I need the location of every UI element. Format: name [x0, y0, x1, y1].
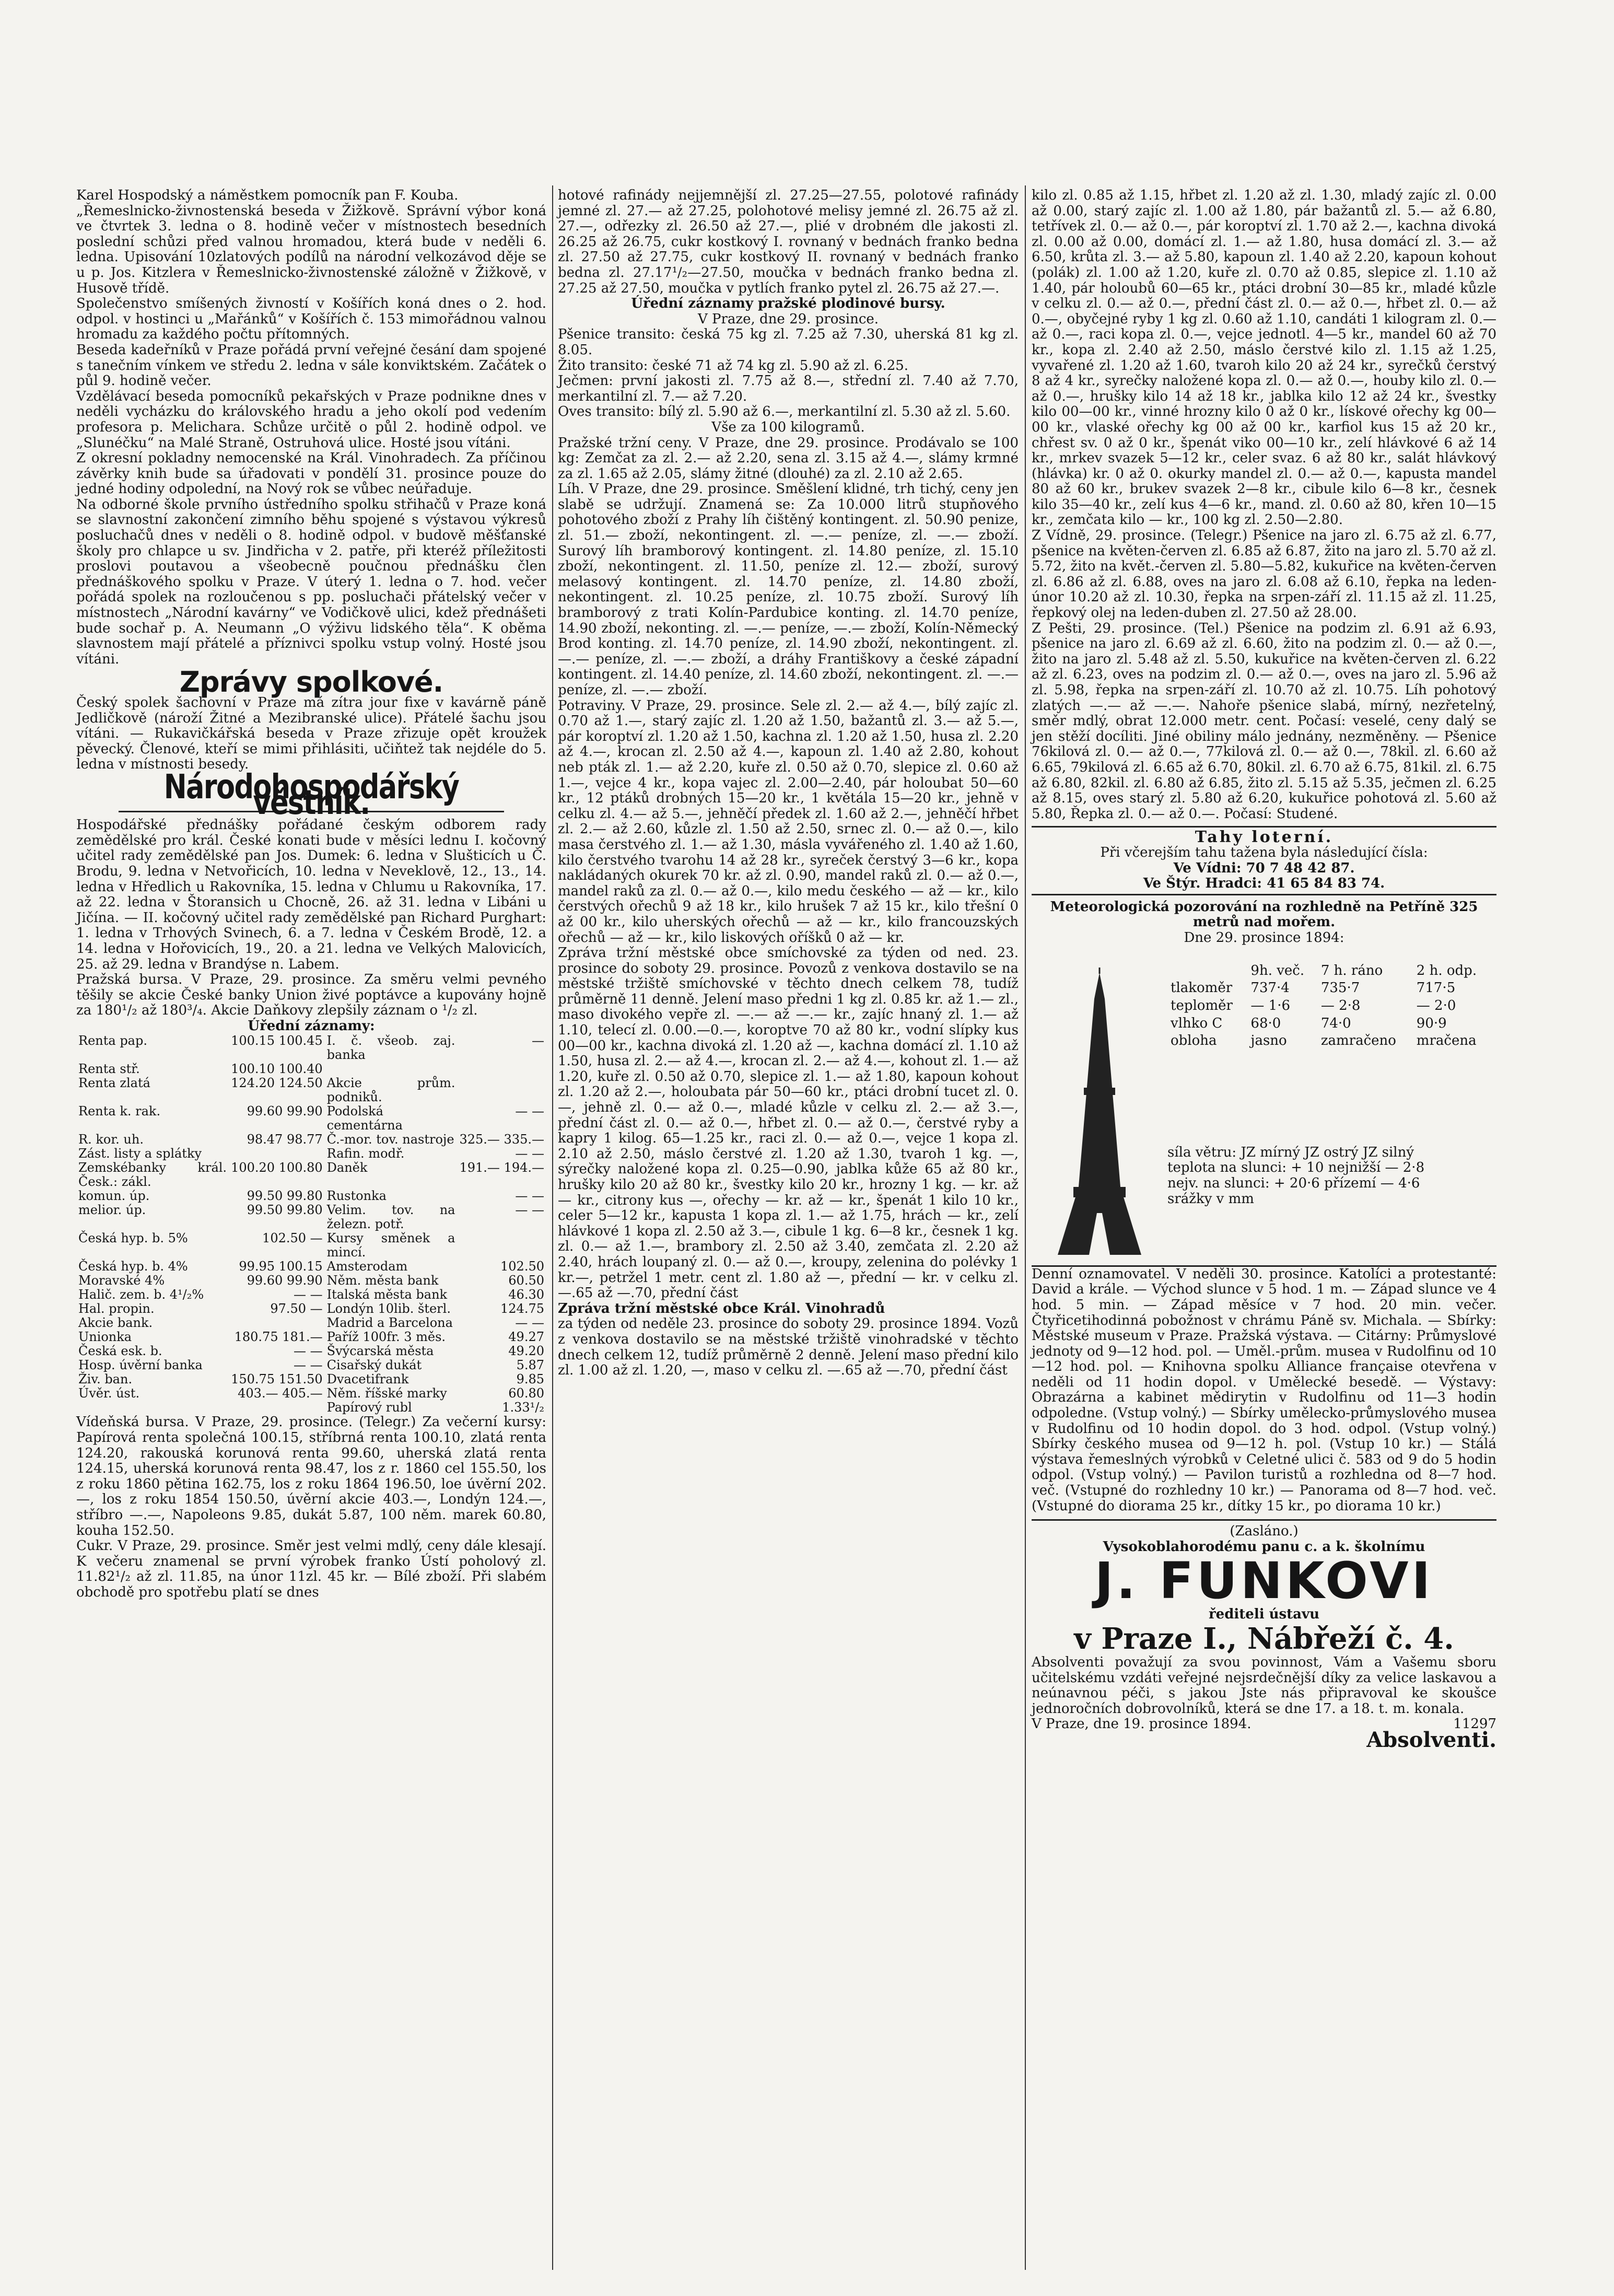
bourse-cell: melior. úp. — [78, 1203, 146, 1218]
bourse-cell: 403.— 405.— — [238, 1386, 323, 1401]
bourse-cell: Úvěr. úst. — [78, 1386, 140, 1401]
bourse-cell: Česká hyp. b. 5% — [78, 1231, 188, 1246]
weather-cell: obloha — [1171, 1033, 1217, 1049]
bourse-cell: Dvacetifrank — [326, 1372, 409, 1387]
bourse-cell — [229, 1316, 325, 1330]
paragraph: Společenstvo smíšených živností v Košířích koná dnes o 2. hod. odpol. v hostinci u „Mařánků“ v Košířích č. 153 mimořádnou valnou hromadu za každého počtu přítomných. — [76, 296, 546, 343]
bourse-cell: — — — [294, 1344, 323, 1359]
weather-cell: teploměr — [1171, 997, 1233, 1013]
bourse-cell: Renta k. rak. — [78, 1104, 161, 1119]
bourse-cell: 49.27 — [508, 1330, 544, 1345]
weather-row — [1167, 997, 1491, 1015]
bourse-cell: — — — [515, 1315, 544, 1331]
bourse-row — [76, 1386, 546, 1401]
bourse-cell: 9.85 — [516, 1372, 544, 1387]
bourse-cell: 98.47 98.77 — [247, 1132, 323, 1147]
bourse-row — [76, 1302, 546, 1316]
bourse-cell — [229, 1147, 325, 1161]
column-1 — [76, 188, 546, 1601]
paragraph: Oves transito: bílý zl. 5.90 až 6.—, merkantilní zl. 5.30 až zl. 5.60. — [558, 404, 1011, 420]
column-rule — [552, 185, 553, 2270]
weather-cell: 90·9 — [1416, 1015, 1447, 1031]
weather-col: 2 h. odp. — [1416, 962, 1477, 978]
bourse-cell: I. č. všeob. zaj. banka — [326, 1033, 455, 1063]
weather-cell: — 2·8 — [1320, 997, 1361, 1013]
bourse-cell: Paříž 100fr. 3 měs. — [326, 1330, 446, 1345]
bourse-cell: Unionka — [78, 1330, 132, 1345]
weather-obs-line: síla větru: JZ mírný JZ ostrý JZ silný — [1167, 1144, 1414, 1160]
bourse-row — [76, 1288, 546, 1302]
bourse-row — [76, 1401, 546, 1415]
paragraph: Na odborné škole prvního ústředního spolku střihačů v Praze koná se slavnostní zakončení zimního běhu spojené s výstavou výkresů posluchačů dnes v neděli o 8. hodině odpol. v budově měšťanské školy pro chlapce u sv. Jindřicha v 2. patře, při kteréž příležitosti proslovi poutavou a všeobecně poučnou přednášku člen přednáškového spolku v Praze. V úterý 1. ledna o 7. hod. večer pořádá spolek na rozloučenou s pp. posluchači přátelský večer v místnostech „Národní kavárny“ ve Vodičkově ulici, kdež přednášeti bude sochař p. A. Neumann „O výživu lidského těla“. K oběma slavnostem mají přátelé a příznivci spolku vstup volný. Hosté jsou vítáni. — [76, 496, 546, 667]
bourse-row — [76, 1034, 546, 1062]
bourse-cell: Madrid a Barcelona — [326, 1315, 453, 1331]
bourse-cell: Švýcarská města — [326, 1344, 434, 1359]
weather-row — [1167, 1032, 1491, 1050]
bourse-cell: Č.-mor. tov. nastroje — [326, 1132, 454, 1147]
bourse-cell: Živ. ban. — [78, 1372, 133, 1387]
paragraph: Potraviny. V Praze, 29. prosince. Sele zl. 2.— až 4.—, bílý zajíc zl. 0.70 až 1.—, starý zajíc zl. 1.20 až 1.50, bažantů zl. 3.— až 5.—, pár koroptví zl. 1.20 až 1.50, kachna zl. 1.20 až 1.50, husa zl. 2.20 až 4.—, krocan zl. 2.50 až 4.—, kapoun zl. 1.40 až 2.80, kohout neb pták zl. 1.— až 2.20, kuře zl. 0.50 až 0.70, slepice zl. 0.60 až 1.—, vejce 4 kr., kopa vajec zl. 2.00—2.40, pár holoubat 50—60 kr., 12 ptáků drobných 15—20 kr., 1 květála 15—20 kr., jehně v celku zl. 4.— až 5.—, jehněčí předek zl. 1.60 až 2.—, jehněčí hřbet zl. 2.— až 2.60, kůzle zl. 1.50 až 2.50, srnec zl. 0.— až 0.—, kilo masa čerstvého zl. 1.— až 1.30, másla vyvářeného zl. 1.40 až 1.60, kilo čerstvého tvarohu 14 až 28 kr., syreček čerstvý 3—6 kr., kopa nakládaných okurek 70 kr. až zl. 0.90, mandel raků zl. 0.— až 0.—, mandel raků za zl. 0.— až 0.—, kilo medu českého — až — kr., kilo čerstvých ořechů 9 až 18 kr., kilo hrušek 7 až 15 kr., kilo třešní 0 až 00 kr., kilo uherských ořechů — až — kr., kilo francouzských ořechů — až — kr., kilo liskových oříšků 0 až — kr. — [558, 697, 1019, 946]
lottery-subtitle: Při včerejším tahu tažena byla následující čísla: — [1100, 844, 1428, 860]
bourse-cell: 60.50 — [508, 1273, 544, 1288]
lottery-row: Ve Štýr. Hradci: 41 65 84 83 74. — [1143, 876, 1385, 892]
paragraph: kilo zl. 0.85 až 1.15, hřbet zl. 1.20 až zl. 1.30, mladý zajíc zl. 0.00 až 0.00, starý zajíc zl. 1.00 až 1.80, pár bažantů zl. 5.— až 6.80, tetřívek zl. 0.— až 0.—, pár koroptví zl. 1.70 až 2.—, kachna divoká zl. 0.00 až 0.00, domácí zl. 1.— až 1.80, husa domácí zl. 3.— až 6.50, krůta zl. 3.— až 5.80, kapoun zl. 1.40 až 2.20, kapoun kohout (polák) zl. 1.00 až 1.20, kuře zl. 0.70 až 0.85, slepice zl. 1.10 až 1.40, pár holoubů 60—65 kr., ptáci drobní 30—85 kr., mladé kůzle v celku zl. 0.— až 0.—, přední část zl. 0.— až 0.—, hřbet zl. 0.— až 0.—, obyčejné ryby 1 kg zl. 0.60 až 1.10, candáti 1 kilogram zl. 0.— až 0.—, raci kopa zl. 0.—, vejce jednotl. 4—5 kr., mandel 60 až 70 kr., kopa zl. 2.40 až 2.50, máslo čerstvé kilo zl. 1.15 až 1.25, vyvařené zl. 1.20 až 1.60, tvaroh kilo 20 až 24 kr., syrečků čerstvý 8 až 4 kr., syrečky naložené kopa zl. 0.— až 0.—, houby kilo zl. 0.— až 0.—, hrušky kilo 14 až 18 kr., jablka kilo 12 až 24 kr., švestky kilo 00—00 kr., vinné hrozny kilo 0 až 0 kr., lískové ořechy kg 00—00 kr., vlaské ořechy kg 00 až 00 kr., karfiol kus 15 až 20 kr., chřest sv. 0 až 0 kr., špenát viko 00—10 kr., zelí hlávkové 6 až 14 kr., mrkev svazek 5—12 kr., celer svaz. 6 až 80 kr., salát hlávkový (hlávka) kr. 0 až 0. okurky mandel zl. 0.— až 0.—, kapusta mandel 80 až 60 kr., brukev svazek 2—8 kr., cibule kilo 6—8 kr., česnek kilo 35—40 kr., zelí kus 4—6 kr., mand. zl. 0.60 až 80, křen 10—15 kr., zemčata kilo — kr., 100 kg zl. 2.50—2.80. — [1032, 188, 1496, 528]
bourse-cell: Rustonka — [326, 1188, 387, 1204]
paragraph: Beseda kadeřníků v Praze pořádá první veřejné česání dam spojené s tanečním vínkem ve středu 2. ledna v sále konviktském. Začátek o půl 9. hodině večer. — [76, 342, 546, 389]
paragraph: Cukr. V Praze, 29. prosince. Směr jest velmi mdlý, ceny dále klesají. K večeru znamenal se první výrobek franko Ústí poholový zl. 11.82¹/₂ až zl. 11.85, na únor 11zl. 45 kr. — Bílé zboží. Při slabém obchodě pro spotřebu platí se dnes — [76, 1538, 546, 1600]
weather-observations — [1167, 1145, 1491, 1207]
bourse-row — [76, 1203, 546, 1231]
paragraph: hotové rafinády nejjemnější zl. 27.25—27.55, polotové rafinády jemné zl. 27.— až 27.25, polohotové melisy jemné zl. 26.75 až zl. 27.—, odřezky zl. 26.50 až 27.—, plié v drobném dle jakosti zl. 26.25 až 26.75, cukr kostkový I. rovnaný v bednách franko bedna zl. 27.50 až 27.75, cukr kostkový II. rovnaný v bednách franko bedna zl. 27.17¹/₂—27.50, moučka v bednách franko bedna zl. 27.25 až 27.50, moučka v pytlích franko pytel zl. 26.75 až 27.—. — [558, 188, 1019, 296]
bourse-cell: 46.30 — [508, 1287, 544, 1302]
bourse-cell: 180.75 181.— — [234, 1330, 323, 1345]
paragraph: Z Vídně, 29. prosince. (Telegr.) Pšenice na jaro zl. 6.75 až zl. 6.77, pšenice na květen-červen zl. 6.85 až 6.87, žito na jaro zl. 5.70 až zl. 5.72, žito na květ.-červen zl. 5.80—5.82, kukuřice na květen-červen zl. 6.86 až zl. 6.88, oves na jaro zl. 6.08 až 6.10, řepka na leden-únor 10.20 až zl. 10.30, řepka na srpen-září zl. 11.15 až zl. 11.25, řepkový olej na leden-duben zl. 27.50 až 28.00. — [1032, 528, 1496, 621]
bourse-cell — [229, 1401, 325, 1415]
bourse-cell: 100.10 100.40 — [231, 1062, 323, 1077]
paragraph: Pražská bursa. V Praze, 29. prosince. Za směru velmi pevného těšily se akcie České banky Union živé poptávce a kupovány hojně za 180¹/₂ až 180³/₄. Akcie Daňkovy zlepšily záznam o ¹/₂ zl. — [76, 972, 546, 1019]
bourse-row — [76, 1231, 546, 1260]
section-heading-vinohrady: Zpráva tržní městské obce Král. Vinohradů — [558, 1300, 885, 1316]
weather-cell: 717·5 — [1416, 980, 1456, 996]
weather-obs-line: srážky v mm — [1167, 1191, 1254, 1207]
bourse-row — [76, 1062, 546, 1076]
paragraph: Ječmen: první jakosti zl. 7.75 až 8.—, střední zl. 7.40 až 7.70, merkantilní zl. 7.— až 7.20. — [558, 373, 1019, 404]
bourse-cell: Renta stř. — [78, 1062, 140, 1077]
paragraph: Vše za 100 kilogramů. — [711, 419, 865, 435]
bourse-cell: — — — [294, 1287, 323, 1302]
section-heading-plodiny: Úřední záznamy pražské plodinové bursy. — [631, 296, 945, 312]
bourse-cell: 100.20 100.80 — [231, 1160, 323, 1175]
paragraph: „Řemeslnicko-živnostenská beseda v Žižkově. Správní výbor koná ve čtvrtek 3. ledna o 8. hodině večer v místnostech besedních poslední schůzi před valnou hromadou, která bude v neděli 6. ledna. Upisování 10zlatových podílů na národní velkozávod děje se u p. Jos. Kitzlera v Řemeslnicko-živnostenské záložně v Žižkově, v Husově třídě. — [76, 203, 546, 296]
ad-date: V Praze, dne 19. prosince 1894. — [1032, 1716, 1252, 1732]
bourse-cell: — — [532, 1033, 544, 1048]
ad-signature: Absolventi. — [1366, 1727, 1496, 1752]
bourse-cell: 97.50 — — [270, 1301, 323, 1316]
weather-obs-line: nejv. na slunci: + 20·6 přízemí — 4·6 — [1167, 1175, 1420, 1191]
ad-name: J. FUNKOVI — [1094, 1552, 1434, 1611]
bourse-cell: 102.50 — — [262, 1231, 323, 1246]
bourse-cell: Česká esk. b. — [78, 1344, 162, 1359]
ad-number: 11297 — [1453, 1716, 1496, 1732]
weather-obs-line: teplota na slunci: + 10 nejnižší — 2·8 — [1167, 1160, 1425, 1176]
bourse-cell: Amsterodam — [326, 1259, 408, 1274]
bourse-cell: Kursy směnek a mincí. — [326, 1231, 455, 1260]
bourse-cell — [457, 1231, 546, 1260]
bourse-row — [76, 1147, 546, 1161]
ad-zaslano: (Zasláno.) — [1230, 1523, 1299, 1540]
bourse-cell: 99.95 100.15 — [239, 1259, 323, 1274]
weather-col: 7 h. ráno — [1320, 962, 1383, 978]
bourse-cell: 60.80 — [508, 1386, 544, 1401]
paragraph: Z Pešti, 29. prosince. (Tel.) Pšenice na podzim zl. 6.91 až 6.93, pšenice na jaro zl. 6.69 až zl. 6.60, žito na podzim zl. 0.— až 0.—, žito na jaro zl. 5.48 až zl. 5.50, kukuřice na květen-červen zl. 6.22 až zl. 6.23, oves na podzim zl. 0.— až 0.—, oves na jaro zl. 5.96 až zl. 5.98, řepka na srpen-září zl. 10.70 až zl. 10.75. Líh pohotový zlatých —.— až —.—. Nahoře pšenice slabá, mírný, nezřetelný, směr mdlý, obrat 12.000 metr. cent. Počasí: veselé, ceny dalý se jen stěží docíliti. Jiné obiliny málo jednány, nezměněny. — Pšenice 76kilová zl. 0.— až 0.—, 77kilová zl. 0.— až 0.—, 78kil. zl. 6.60 až 6.65, 79kilová zl. 6.65 až 6.70, 80kil. zl. 6.70 až 6.75, 81kil. zl. 6.75 až 6.80, 82kil. zl. 6.80 až 6.85, žito zl. 5.15 až 5.35, ječmen zl. 6.25 až 8.15, oves starý zl. 5.80 až 6.20, kukuřice pohotová zl. 5.60 až 5.80, Řepka zl. 0.— až 0.—. Počasí: Studené. — [1032, 620, 1496, 822]
bourse-cell: 5.87 — [516, 1358, 544, 1373]
bourse-cell: — — — [294, 1358, 323, 1373]
column-3 — [1032, 188, 1496, 1752]
bourse-cell: Italská města bank — [326, 1287, 448, 1302]
weather-title: Meteorologická pozorování na rozhledně na Petříně 325 metrů nad mořem. — [1050, 899, 1478, 930]
ad-title: řediteli ústavu — [1208, 1606, 1320, 1623]
ad-address: v Praze I., Nábřeží č. 4. — [1074, 1622, 1454, 1656]
bourse-cell: 150.75 151.50 — [231, 1372, 323, 1387]
bourse-cell: Daněk — [326, 1160, 368, 1175]
lottery-title: Tahy loterní. — [1195, 828, 1334, 847]
bourse-cell: 49.20 — [508, 1344, 544, 1359]
bourse-cell: 99.50 99.80 — [247, 1188, 323, 1204]
bourse-cell: R. kor. uh. — [78, 1132, 144, 1147]
weather-cell: mračena — [1416, 1033, 1477, 1049]
bourse-cell — [76, 1401, 229, 1415]
bourse-cell: Renta pap. — [78, 1033, 147, 1048]
bourse-cell: 99.60 99.90 — [247, 1273, 323, 1288]
bourse-cell: — — — [515, 1146, 544, 1161]
bourse-cell: Podolská cementárna — [326, 1104, 403, 1133]
paragraph: Vzdělávací beseda pomocníků pekařských v Praze podnikne dnes v neděli vycházku do královského hradu a jeho okolí pod vedením profesora p. Melichara. Schůze určitě o půl 2. hodině odpol. ve „Slunéčku“ na Malé Straně, Ostruhová ulice. Hosté jsou vítáni. — [76, 388, 546, 451]
bourse-cell: Papírový rubl — [326, 1400, 412, 1415]
bourse-cell: Akcie prům. podniků. — [326, 1076, 455, 1105]
bourse-cell: 325.— 335.— — [459, 1132, 544, 1147]
paragraph: Pražské tržní ceny. V Praze, dne 29. prosince. Prodávalo se 100 kg: Zemčat za zl. 2.— až 2.20, sena zl. 3.15 až 4.—, slámy krmné za zl. 1.65 až 2.05, slámy žitné (dlouhé) za zl. 2.10 až 2.65. — [558, 435, 1019, 482]
bourse-row — [76, 1358, 546, 1372]
bourse-row — [76, 1330, 546, 1344]
weather-col: 9h. več. — [1250, 962, 1305, 978]
weather-row — [1167, 1015, 1491, 1033]
bourse-cell: Zemskébanky král. Česk.: zákl. — [78, 1160, 227, 1190]
paragraph: Hospodářské přednášky pořádané českým odborem rady zemědělské pro král. České konati bude v měsíci lednu I. kočovný učitel rady zemědělské pan Jos. Dumek: 6. ledna v Slušticích u Č. Brodu, 9. ledna v Netvořicích, 10. ledna v Neveklově, 12., 13., 14. ledna v Hředlich u Rakovníka, 15. ledna v Chlumu u Rakovníka, 17. až 22. ledna v Štoransich u Chocně, 26. až 31. ledna v Libáni u Jičína. — II. kočovný učitel rady zemědělské pan Richard Purghart: 1. ledna v Trhových Svinech, 6. a 7. ledna v Českém Brodě, 12. a 14. ledna v Hořovicích, 19., 20. a 21. ledna ve Velkých Malovicích, 25. až 29. ledna v Brandýse n. Labem. — [76, 817, 546, 972]
bourse-cell: — — — [515, 1188, 544, 1204]
weather-box — [1032, 900, 1496, 1267]
lottery-box — [1032, 826, 1496, 895]
bourse-row — [76, 1133, 546, 1147]
weather-cell: vlhko C — [1171, 1015, 1223, 1031]
weather-cell: 737·4 — [1250, 980, 1290, 996]
advertisement — [1032, 1519, 1496, 1752]
section-title-spolkove: Zprávy spolkové. — [179, 666, 443, 699]
bourse-cell: Renta zlatá — [78, 1076, 150, 1091]
paragraph: Zpráva tržní městské obce smíchovské za týden od ned. 23. prosince do soboty 29. prosince. Povozů z venkova dostavilo se na městské tržiště smíchovské v těchto dnech celkem 78, tudíž průměrně 11 denně. Jelení maso předni 1 kg zl. 0.85 kr. až 1.— zl., maso divokého vepře zl. —.— až —.— kr., zajíc hnaný zl. 1.— až 1.10, telecí zl. 0.00.—0.—, koroptve 70 až 80 kr., vodní slípky kus 00—00 kr., kachna divoká zl. 1.20 až —, kachna domácí zl. 1.10 až 1.50, husa zl. 2.— až 4.—, krocan zl. 2.— až 4.—, kohout zl. 1.— až 1.20, kuře zl. 0.50 až 0.70, slepice zl. 1.— až 1.80, kapoun kohout zl. 1.20 až 2.—, holoubata pár 50—60 kr., ptáci drobní tucet zl. 0.—, jehně zl. 0.— až 0.—, mladé kůzle v celku zl. 2.— až 3.—, přední část zl. 0.— až 0.—, hřbet zl. 0.— až 0.—, čerstvé ryby a kapry 1 kilog. 65—1.25 kr., raci zl. 0.— až 0.—, vejce 1 kopa zl. 2.10 až 2.50, máslo čerstvé zl. 1.20 až 1.30, tvaroh 1 kg. —, sýrečky naložené kopa zl. 0.25—0.90, jablka kůže 65 až 80 kr., hrušky kilo 20 až 80 kr., švestky kilo 20 kr., hrozny 1 kg. — kr. až — kr., citrony kus —, ořechy — kr. až — kr., špenát 1 kilo 10 kr., celer 5—12 kr., kapusta 1 kopa zl. 1.— až 1.75, hrách — kr., zelí hlávkové 1 kopa zl. 2.50 až 3.—, cibule 1 kg. 6—8 kr., česnek 1 kg. zl. 0.— až 1.—, brambory zl. 2.50 až 3.40, zemčata zl. 2.20 až 2.40, hrách loupaný zl. 0.— až 0.—, kroupy, zelenina do polévky 1 kr.—, petržel 1 metr. cent zl. 1.80 až —, přední — kr. v celku zl. —.65 až —.70, přední část — [558, 945, 1019, 1301]
bourse-cell: — — — [515, 1104, 544, 1119]
paragraph: Denní oznamovatel. V neděli 30. prosince. Katolíci a protestanté: David a krále. — Východ slunce v 5 hod. 1 m. — Západ slunce ve 4 hod. 5 min. — Západ měsíce v 7 hod. 20 min. večer. Čtyřicetihodinná pobožnost v chrámu Páně sv. Michala. — Sbírky: Městské museum v Praze. Pražská výstava. — Citárny: Průmyslové jednoty od 9—12 hod. pol. — Uměl.-prům. musea v Rudolfinu od 10—12 hod. pol. — Knihovna spolku Alliance française otevřena v neděli od 11 hodin dopol. v Umělecké besedě. — Výstavy: Obrazárna a kabinet mědirytin v Rudolfinu od 11—3 hodin odpoledne. (Vstup volný.) — Sbírky umělecko-průmyslového musea v Rudolfinu od 10 hodin dopol. do 3 hod. odpol. (Vstup volný.) Sbírky českého musea od 9—12 h. pol. (Vstup 10 kr.) — Stálá výstava řemeslných výrobků v Celetné ulici č. 583 od 9 do 5 hodin odpol. (Vstup volný.) — Pavilon turistů a rozhledna od 8—7 hod. več. (Vstupné do rozhledny 10 kr.) — Panorama od 8—7 hod. več. (Vstupné do diorama 25 kr., dítky 15 kr., po diorama 10 kr.) — [1032, 1266, 1496, 1514]
bourse-cell: Něm. říšské marky — [326, 1386, 447, 1401]
ad-lead: Vysokoblahorodému panu c. a k. školnímu — [1103, 1539, 1425, 1555]
bourse-cell: 124.20 124.50 — [231, 1076, 323, 1091]
paragraph: Karel Hospodský a náměstkem pomocník pan F. Kouba. — [76, 188, 459, 203]
bourse-row — [76, 1372, 546, 1386]
bourse-cell: — — — [515, 1203, 544, 1218]
bourse-cell: Velim. tov. na železn. potř. — [326, 1203, 455, 1232]
bourse-cell: Hal. propin. — [78, 1301, 155, 1316]
weather-cell: 74·0 — [1320, 1015, 1351, 1031]
weather-cell: — 2·0 — [1416, 997, 1456, 1013]
column-rule — [1025, 185, 1026, 2270]
bourse-cell — [457, 1062, 546, 1076]
bourse-cell: Zást. listy a splátky — [78, 1146, 202, 1161]
bourse-row — [76, 1104, 546, 1133]
bourse-cell: 100.15 100.45 — [231, 1033, 323, 1048]
bourse-cell: Rafin. modř. — [326, 1146, 405, 1161]
paragraph: Líh. V Praze, dne 29. prosince. Směšlení klidné, trh tichý, ceny jen slabě se udržují. Znamená se: Za 10.000 litrů stupňového pohotového zboží z Prahy líh čištěný kontingent. zl. 50.90 penize, zl. 51.— zboží, nekontingent. zl. —.— peníze, zl. —.— zboží. Surový líh bramborový kontingent. zl. 14.80 peníze, zl. 15.10 zboží, nekontingent. zl. 11.50, peníze zl. 12.— zboží, surový melasový kontingent. zl. 14.70 peníze, zl. 14.80 zboží, nekontingent. zl. 10.25 peníze, zl. 10.75 zboží. Surový líh bramborový z trati Kolín-Pardubice konting. zl. 14.70 peníze, 14.90 zboží, nekonting. zl. —.— peníze, —.— zboží, Kolín-Německý Brod konting. zl. 14.70 peníze, zl. 14.90 zboží, nekontingent. zl. —.— peníze, zl. —.— zboží, a dráhy Františkovy a české západní kontingent. zl. 14.40 peníze, zl. 14.60 zboží, nekontingent. zl. —.— peníze, zl. —.— zboží. — [558, 481, 1019, 698]
column-2 — [558, 188, 1019, 1379]
paragraph: Vídeňská bursa. V Praze, 29. prosince. (Telegr.) Za večerní kursy: Papírová renta společná 100.15, stříbrná renta 100.10, zlatá renta 124.20, rakouská korunová renta 99.60, uherská zlatá renta 124.15, uherská korunová renta 98.47, los z r. 1860 cel 155.50, los z roku 1860 pětina 162.75, los z roku 1864 196.50, loe úvěrní 202.—, los z roku 1854 150.50, úvěrní akcie 403.—, Londýn 124.—, stříbro —.—, Napoleons 9.85, dukát 5.87, 100 něm. marek 60.80, kouha 152.50. — [76, 1414, 546, 1539]
weather-cell: 68·0 — [1250, 1015, 1281, 1031]
bourse-row — [76, 1076, 546, 1104]
lottery-row: Ve Vídni: 70 7 48 42 87. — [1173, 860, 1355, 876]
bourse-row — [76, 1189, 546, 1203]
bourse-cell: Cisařský dukát — [326, 1358, 422, 1373]
bourse-cell: Něm. města bank — [326, 1273, 439, 1288]
bourse-heading: Úřední záznamy: — [248, 1018, 375, 1034]
bourse-cell: Akcie bank. — [78, 1315, 153, 1331]
bourse-cell: Halič. zem. b. 4¹/₂% — [78, 1287, 204, 1302]
bourse-row — [76, 1344, 546, 1358]
bourse-row — [76, 1161, 546, 1189]
weather-cell: zamračeno — [1320, 1033, 1396, 1049]
paragraph: Český spolek šachovní v Praze má zítra jour fixe v kavárně páně Jedličkově (nároží Žitné a Mezibranské ulice). Přátelé šachu jsou vítáni. — Rukavičkářská beseda v Praze zřizuje opět kroužek pěvecký. Členové, kteří se mimi přihlásiti, učiňtež tak nejdéle do 5. ledna v místnosti besedy. — [76, 695, 546, 773]
bourse-cell: Londýn 10lib. šterl. — [326, 1301, 451, 1316]
bourse-cell: 1.33¹/₂ — [502, 1400, 544, 1415]
weather-table — [1167, 962, 1491, 1050]
bourse-cell: 191.— 194.— — [459, 1160, 544, 1175]
weather-cell: 735·7 — [1320, 980, 1360, 996]
bourse-cell — [457, 1076, 546, 1104]
weather-date: Dne 29. prosince 1894: — [1184, 929, 1344, 946]
bourse-cell: Hosp. úvěrní banka — [78, 1358, 203, 1373]
bourse-cell: Česká hyp. b. 4% — [78, 1259, 188, 1274]
bourse-cell: Moravské 4% — [78, 1273, 165, 1288]
section-title-vestnik: Národohospodářský věstník. — [119, 780, 504, 812]
weather-cell: tlakoměr — [1171, 980, 1233, 996]
ad-text: Absolventi považují za svou povinnost, Vám a Vašemu sboru učitelskému vzdáti veřejné nejsrdečnější díky za velice laskavou a neúnavnou péči, s jakou Jste nás připravoval ke skoušce jednoročních dobrovolníků, která se dne 17. a 18. t. m. konala. — [1032, 1654, 1496, 1717]
bourse-row — [76, 1316, 546, 1330]
paragraph: Pšenice transito: česká 75 kg zl. 7.25 až 7.30, uherská 81 kg zl. 8.05. — [558, 327, 1019, 358]
paragraph: Žito transito: české 71 až 74 kg zl. 5.90 až zl. 6.25. — [558, 357, 909, 374]
dateline: V Praze, dne 29. prosince. — [697, 311, 879, 327]
paragraph: za týden od neděle 23. prosince do soboty 29. prosince 1894. Vozů z venkova dostavilo se na městské tržiště vinohradské v těchto dnech celkem 12, tudíž průměrně 2 denně. Jelení maso přední kilo zl. 1.00 až zl. 1.20, —, maso v celku zl. —.65 až —.70, přední část — [558, 1316, 1019, 1379]
weather-row — [1167, 980, 1491, 997]
bourse-table — [76, 1034, 546, 1415]
paragraph: Z okresní pokladny nemocenské na Král. Vinohradech. Za příčinou závěrky knih bude sa úřadovati v pondělí 31. prosince pouze do jedné hodiny odpolední, na Nový rok se vůbec neúřaduje. — [76, 450, 546, 497]
bourse-cell: 99.50 99.80 — [247, 1203, 323, 1218]
bourse-cell — [325, 1062, 458, 1076]
bourse-row — [76, 1260, 546, 1274]
bourse-cell: 99.60 99.90 — [247, 1104, 323, 1119]
bourse-cell: 124.75 — [500, 1301, 544, 1316]
petrin-tower-illustration — [1047, 968, 1152, 1260]
bourse-cell: 102.50 — [500, 1259, 544, 1274]
weather-cell: — 1·6 — [1250, 997, 1291, 1013]
weather-cell: jasno — [1250, 1033, 1287, 1049]
bourse-cell: komun. úp. — [78, 1188, 150, 1204]
bourse-row — [76, 1274, 546, 1288]
